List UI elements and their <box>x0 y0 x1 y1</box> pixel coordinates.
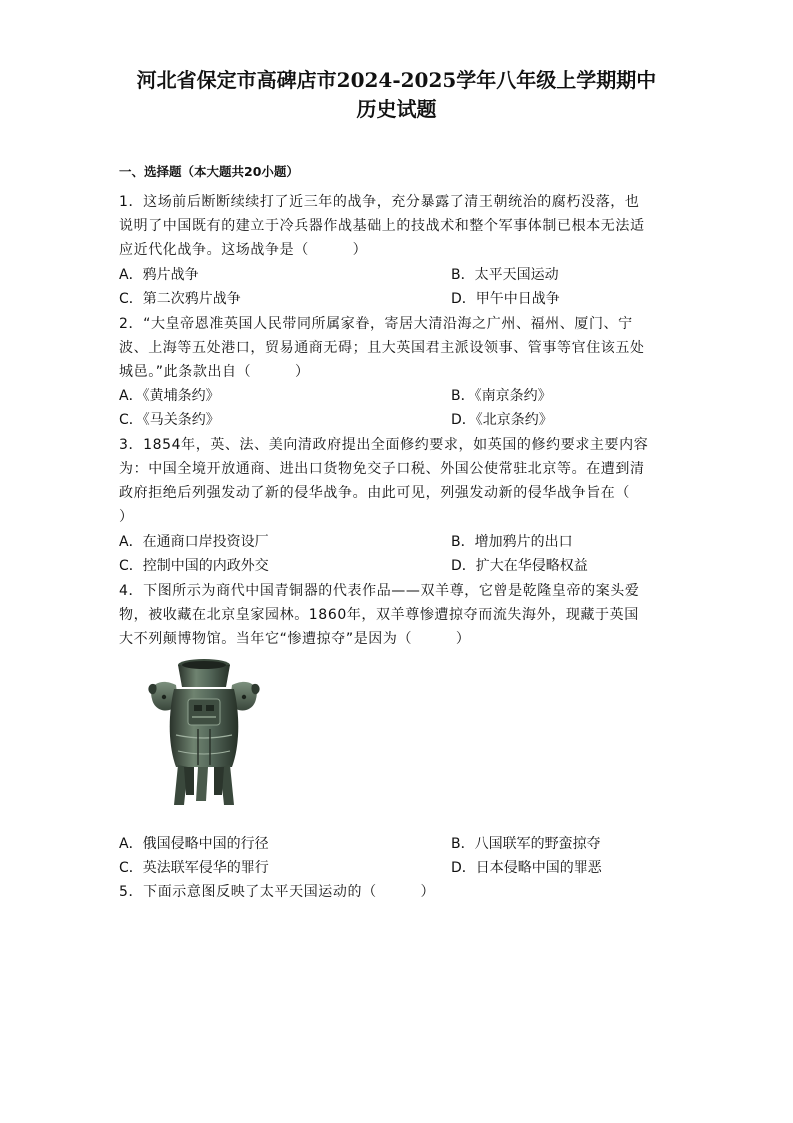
question-1-option-d[interactable]: D．甲午中日战争 <box>451 291 560 307</box>
question-1-option-c[interactable]: C．第二次鸦片战争 <box>119 291 241 307</box>
question-4-option-c[interactable]: C．英法联军侵华的罪行 <box>119 860 269 876</box>
question-3-line-1: 3．1854年，英、法、美向清政府提出全面修约要求，如英国的修约要求主要内容 <box>119 437 649 453</box>
question-2-option-a[interactable]: A．《黄埔条约》 <box>119 388 220 404</box>
question-4-line-1: 4．下图所示为商代中国青铜器的代表作品——双羊尊，它曾是乾隆皇帝的案头爱 <box>119 583 640 599</box>
question-1-option-a[interactable]: A．鸦片战争 <box>119 267 199 283</box>
question-4-line-3: 大不列颠博物馆。当年它“惨遭掠夺”是因为（ ） <box>119 631 471 647</box>
question-3-line-3: 政府拒绝后列强发动了新的侵华战争。由此可见，列强发动新的侵华战争旨在（ <box>119 485 630 501</box>
question-4-option-a[interactable]: A．俄国侵略中国的行径 <box>119 836 269 852</box>
question-2-line-3: 城邑。”此条款出自（ ） <box>119 364 310 380</box>
question-3-option-b[interactable]: B．增加鸦片的出口 <box>451 534 573 550</box>
question-2-option-c[interactable]: C．《马关条约》 <box>119 412 220 428</box>
question-2-line-2: 波、上海等五处港口，贸易通商无碍；且大英国君主派设领事、管事等官住该五处 <box>119 340 645 356</box>
question-4-option-b[interactable]: B．八国联军的野蛮掠夺 <box>451 836 601 852</box>
question-2-option-b[interactable]: B．《南京条约》 <box>451 388 552 404</box>
section-heading: 一、选择题（本大题共20小题） <box>119 164 299 179</box>
question-1-line-2: 说明了中国既有的建立于冷兵器作战基础上的技战术和整个军事体制已根本无法适 <box>119 218 645 234</box>
question-2-option-d[interactable]: D．《北京条约》 <box>451 412 553 428</box>
question-3-line-2: 为：中国全境开放通商、进出口货物免交子口税、外国公使常驻北京等。在遭到清 <box>119 461 645 477</box>
page-subtitle: 历史试题 <box>356 97 437 121</box>
bronze-double-ram-zun-image <box>138 655 270 815</box>
question-4-line-2: 物，被收藏在北京皇家园林。1860年，双羊尊惨遭掠夺而流失海外，现藏于英国 <box>119 607 639 623</box>
question-1-option-b[interactable]: B．太平天国运动 <box>451 267 559 283</box>
page-title: 河北省保定市高碑店市2024-2025学年八年级上学期期中 <box>136 68 657 92</box>
question-5-line-1: 5．下面示意图反映了太平天国运动的（ ） <box>119 884 436 900</box>
question-3-option-c[interactable]: C．控制中国的内政外交 <box>119 558 269 574</box>
question-4-option-d[interactable]: D．日本侵略中国的罪恶 <box>451 860 602 876</box>
question-1-line-3: 应近代化战争。这场战争是（ ） <box>119 242 368 258</box>
question-2-line-1: 2．“大皇帝恩准英国人民带同所属家眷，寄居大清沿海之广州、福州、厦门、宁 <box>119 316 633 332</box>
question-3-line-4: ） <box>119 509 134 525</box>
question-1-line-1: 1．这场前后断断续续打了近三年的战争，充分暴露了清王朝统治的腐朽没落，也 <box>119 194 640 210</box>
question-3-option-a[interactable]: A．在通商口岸投资设厂 <box>119 534 269 550</box>
question-3-option-d[interactable]: D．扩大在华侵略权益 <box>451 558 588 574</box>
